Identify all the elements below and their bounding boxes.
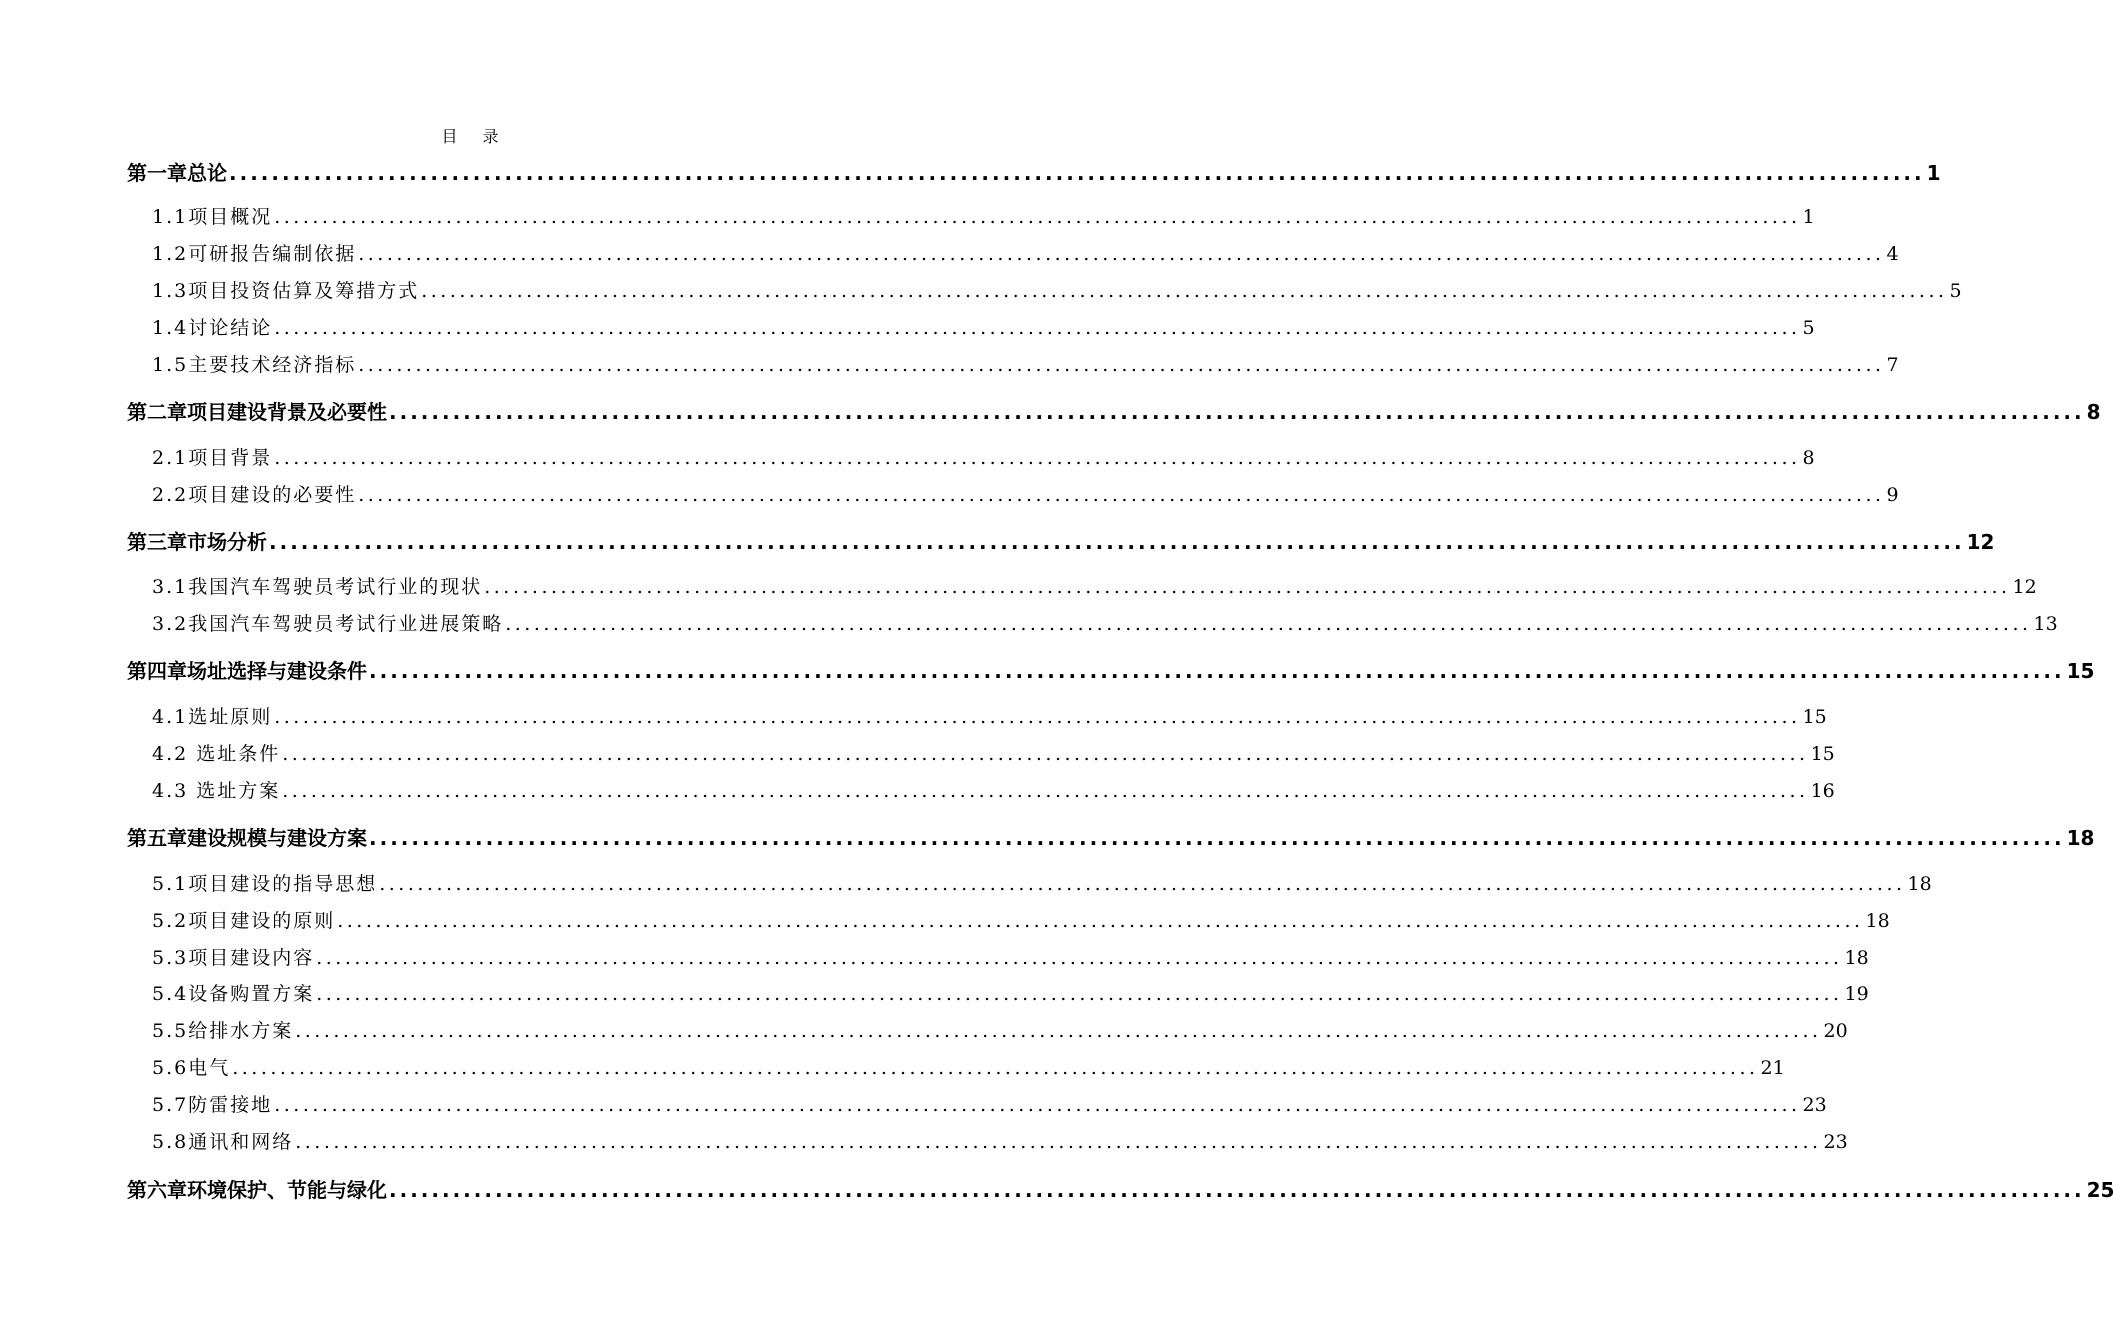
page-number: 12 xyxy=(2012,576,2037,598)
dot-leader: ................................................................................................................................................................ xyxy=(337,910,1864,932)
toc-title: 目 录 xyxy=(441,127,509,146)
section-title: 1.3项目投资估算及筹措方式 xyxy=(152,280,420,302)
toc-section-entry[interactable] xyxy=(152,240,1899,268)
page-number: 19 xyxy=(1844,983,1869,1005)
page-number: 7 xyxy=(1886,354,1899,376)
section-title: 4.3 选址方案 xyxy=(152,780,281,802)
chapter-title: 建设规模与建设方案 xyxy=(187,826,367,850)
dot-leader: ................................................................................................................................................................ xyxy=(316,983,1843,1005)
page-number: 13 xyxy=(2033,613,2058,635)
page-number: 21 xyxy=(1760,1057,1785,1079)
chapter-number: 第二章 xyxy=(127,400,187,424)
section-title: 5.1项目建设的指导思想 xyxy=(152,873,378,895)
page-number: 20 xyxy=(1823,1020,1848,1042)
section-title: 5.5给排水方案 xyxy=(152,1020,294,1042)
dot-leader: ................................................................................................................................................................ xyxy=(358,484,1885,506)
dot-leader: ................................................................................................................................................................ xyxy=(295,1131,1822,1153)
section-title: 5.6电气 xyxy=(152,1057,231,1079)
dot-leader: ................................................................................................................................................................ xyxy=(269,530,1965,554)
toc-section-entry[interactable] xyxy=(152,1091,1827,1119)
dot-leader: ................................................................................................................................................................ xyxy=(358,354,1885,376)
page-number: 15 xyxy=(1802,706,1827,728)
toc-section-entry[interactable] xyxy=(152,703,1827,731)
section-title: 1.1项目概况 xyxy=(152,206,273,228)
dot-leader: ................................................................................................................................................................ xyxy=(282,780,1809,802)
chapter-number: 第五章 xyxy=(127,826,187,850)
toc-section-entry[interactable] xyxy=(152,351,1899,379)
page-number: 12 xyxy=(1966,530,1995,554)
dot-leader: ................................................................................................................................................................ xyxy=(358,243,1885,265)
page-number: 8 xyxy=(2086,400,2101,424)
chapter-number: 第六章 xyxy=(127,1178,187,1202)
page-number: 4 xyxy=(1886,243,1899,265)
toc-chapter-entry[interactable] xyxy=(127,823,2095,853)
page-number: 8 xyxy=(1802,447,1815,469)
chapter-number: 第四章 xyxy=(127,659,187,683)
chapter-title: 市场分析 xyxy=(187,530,267,554)
page-number: 18 xyxy=(1907,873,1932,895)
dot-leader: ................................................................................................................................................................ xyxy=(274,317,1801,339)
toc-section-entry[interactable] xyxy=(152,481,1899,509)
page-number: 15 xyxy=(1810,743,1835,765)
toc-section-entry[interactable] xyxy=(152,907,1890,935)
dot-leader: ................................................................................................................................................................ xyxy=(379,873,1906,895)
chapter-number: 第一章 xyxy=(127,161,187,185)
dot-leader: ................................................................................................................................................................ xyxy=(229,161,1925,185)
section-title: 5.4设备购置方案 xyxy=(152,983,315,1005)
toc-section-entry[interactable] xyxy=(152,980,1869,1008)
toc-section-entry[interactable] xyxy=(152,444,1815,472)
page-number: 1 xyxy=(1802,206,1815,228)
dot-leader: ................................................................................................................................................................ xyxy=(232,1057,1759,1079)
dot-leader: ................................................................................................................................................................ xyxy=(369,659,2065,683)
page-number: 16 xyxy=(1810,780,1835,802)
page-number: 1 xyxy=(1926,161,1941,185)
section-title: 2.2项目建设的必要性 xyxy=(152,484,357,506)
section-title: 1.5主要技术经济指标 xyxy=(152,354,357,376)
page-number: 15 xyxy=(2066,659,2095,683)
section-title: 3.1我国汽车驾驶员考试行业的现状 xyxy=(152,576,483,598)
dot-leader: ................................................................................................................................................................ xyxy=(295,1020,1822,1042)
section-title: 4.1选址原则 xyxy=(152,706,273,728)
chapter-title: 环境保护、节能与绿化 xyxy=(187,1178,387,1202)
toc-section-entry[interactable] xyxy=(152,740,1835,768)
dot-leader: ................................................................................................................................................................ xyxy=(484,576,2011,598)
page-number: 23 xyxy=(1823,1131,1848,1153)
dot-leader: ................................................................................................................................................................ xyxy=(421,280,1948,302)
toc-section-entry[interactable] xyxy=(152,314,1815,342)
toc-chapter-entry[interactable] xyxy=(127,397,2101,427)
chapter-title: 项目建设背景及必要性 xyxy=(187,400,387,424)
toc-chapter-entry[interactable] xyxy=(127,527,1995,557)
page-number: 18 xyxy=(2066,826,2095,850)
dot-leader: ................................................................................................................................................................ xyxy=(282,743,1809,765)
toc-section-entry[interactable] xyxy=(152,610,2058,638)
section-title: 5.3项目建设内容 xyxy=(152,947,315,969)
section-title: 1.4讨论结论 xyxy=(152,317,273,339)
dot-leader: ................................................................................................................................................................ xyxy=(274,706,1801,728)
toc-chapter-entry[interactable] xyxy=(127,656,2095,686)
page-number: 9 xyxy=(1886,484,1899,506)
dot-leader: ................................................................................................................................................................ xyxy=(505,613,2032,635)
toc-section-entry[interactable] xyxy=(152,573,2037,601)
dot-leader: ................................................................................................................................................................ xyxy=(274,1094,1801,1116)
chapter-number: 第三章 xyxy=(127,530,187,554)
toc-section-entry[interactable] xyxy=(152,777,1835,805)
dot-leader: ................................................................................................................................................................ xyxy=(389,1178,2085,1202)
section-title: 1.2可研报告编制依据 xyxy=(152,243,357,265)
dot-leader: ................................................................................................................................................................ xyxy=(369,826,2065,850)
toc-section-entry[interactable] xyxy=(152,1128,1848,1156)
section-title: 3.2我国汽车驾驶员考试行业进展策略 xyxy=(152,613,504,635)
section-title: 2.1项目背景 xyxy=(152,447,273,469)
toc-section-entry[interactable] xyxy=(152,870,1932,898)
toc-section-entry[interactable] xyxy=(152,203,1815,231)
section-title: 5.7防雷接地 xyxy=(152,1094,273,1116)
dot-leader: ................................................................................................................................................................ xyxy=(316,947,1843,969)
page-number: 18 xyxy=(1844,947,1869,969)
chapter-title: 总论 xyxy=(187,161,227,185)
dot-leader: ................................................................................................................................................................ xyxy=(389,400,2085,424)
page-number: 5 xyxy=(1802,317,1815,339)
dot-leader: ................................................................................................................................................................ xyxy=(274,447,1801,469)
page-number: 5 xyxy=(1949,280,1962,302)
toc-section-entry[interactable] xyxy=(152,277,1962,305)
dot-leader: ................................................................................................................................................................ xyxy=(274,206,1801,228)
toc-section-entry[interactable] xyxy=(152,1017,1848,1045)
page-number: 23 xyxy=(1802,1094,1827,1116)
section-title: 4.2 选址条件 xyxy=(152,743,281,765)
page-number: 25 xyxy=(2086,1178,2114,1202)
chapter-title: 场址选择与建设条件 xyxy=(187,659,367,683)
section-title: 5.8通讯和网络 xyxy=(152,1131,294,1153)
toc-section-entry[interactable] xyxy=(152,944,1869,972)
toc-chapter-entry[interactable] xyxy=(127,1175,2114,1205)
page-number: 18 xyxy=(1865,910,1890,932)
toc-chapter-entry[interactable] xyxy=(127,158,1941,188)
toc-section-entry[interactable] xyxy=(152,1054,1785,1082)
section-title: 5.2项目建设的原则 xyxy=(152,910,336,932)
